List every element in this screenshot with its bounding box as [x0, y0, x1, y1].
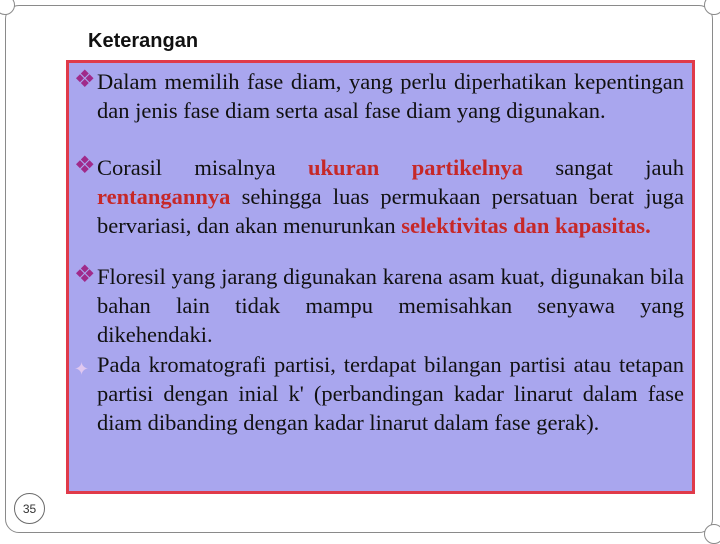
slide-title: Keterangan — [88, 30, 199, 52]
diamond-bullet-icon: ❖ — [74, 262, 96, 288]
diamond-bullet-icon: ❖ — [74, 153, 96, 179]
paragraph-floresil — [74, 262, 684, 349]
highlight-ukuran-partikel: ukuran partikelnya — [308, 155, 523, 180]
paragraph-text: Floresil yang jarang digunakan karena asam kuat, digunakan bila bahan lain tidak mampu memisahkan senyawa yang dikehendaki. — [97, 264, 684, 347]
highlight-rentangan: rentangannya — [97, 184, 231, 209]
paragraph-partisi — [74, 350, 684, 437]
diamond-bullet-icon: ❖ — [74, 67, 96, 93]
paragraph-text: sangat jauh — [522, 155, 684, 180]
corner-circle-bottom-right — [704, 524, 720, 544]
paragraph-text: Dalam memilih fase diam, yang perlu diperhatikan kepentingan dan jenis fase diam serta asal fase diam yang digunakan. — [97, 69, 684, 123]
paragraph-text: Corasil misalnya — [97, 155, 309, 180]
paragraph-text: sehingga luas permukaan persatuan berat juga bervariasi, dan akan menurunkan — [97, 184, 684, 238]
paragraph-text: Pada kromatografi partisi, terdapat bilangan partisi atau tetapan partisi dengan inial k' (perbandingan kadar linarut dalam fase diam dibanding dengan kadar linarut dalam fase gerak). — [97, 352, 684, 435]
paragraph-corasil — [74, 153, 684, 240]
sparkle-bullet-icon: ✦ — [74, 359, 90, 379]
highlight-selektivitas: selektivitas dan kapasitas. — [401, 213, 651, 238]
content-box — [66, 60, 695, 494]
paragraph-fase-diam — [74, 67, 684, 125]
page-number-badge: 35 — [14, 493, 45, 524]
